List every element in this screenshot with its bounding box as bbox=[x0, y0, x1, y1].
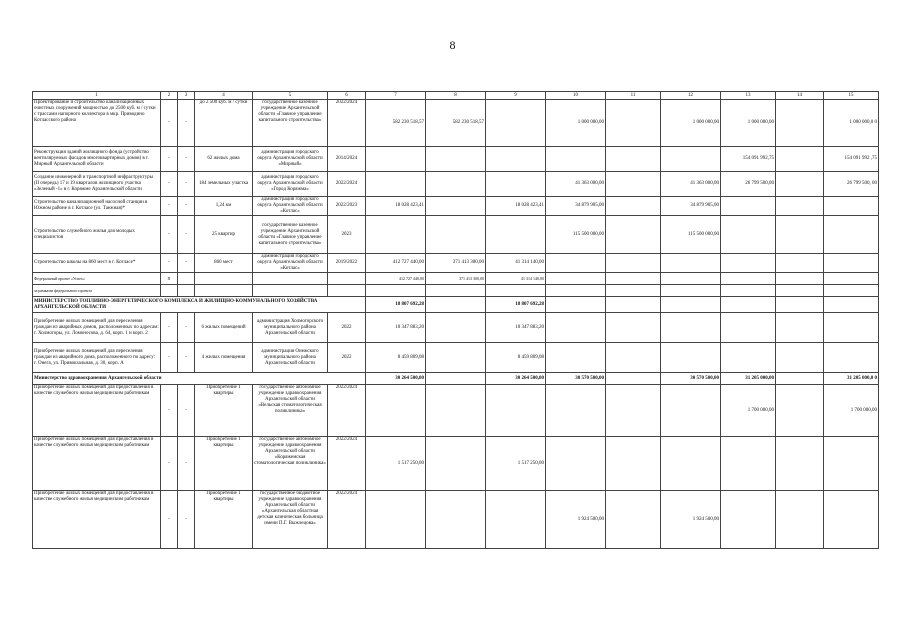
amount-cell bbox=[776, 385, 824, 437]
table-row bbox=[33, 273, 879, 285]
amount-cell: 371 413 300,00 bbox=[426, 273, 486, 285]
amount-cell: 1 700 000,00 bbox=[721, 385, 776, 437]
capacity-cell: 25 квартир bbox=[195, 216, 253, 254]
amount-cell: 154 091 992 ,75 bbox=[824, 147, 879, 172]
col-2-cell: - bbox=[161, 491, 178, 549]
section-title: МИНИСТЕРСТВО ТОПЛИВНО-ЭНЕРГЕТИЧЕСКОГО КОМПЛЕКСА И ЖИЛИЩНО-КОММУНАЛЬНОГО ХОЗЯЙСТВА АРХАНГЕЛЬСКОЙ ОБЛАСТИ bbox=[33, 297, 366, 313]
amount-cell: 30 570 500,00 bbox=[546, 373, 606, 385]
amount-cell: 34 879 905,00 bbox=[546, 197, 606, 216]
amount-cell bbox=[426, 147, 486, 172]
amount-cell bbox=[824, 273, 879, 285]
amount-cell bbox=[366, 491, 426, 549]
column-number: 14 bbox=[776, 92, 824, 100]
customer-cell: государственное автономное учреждение здравоохранения Архангельской области «Коряжемская стоматологическая поликлиника» bbox=[253, 437, 328, 491]
table-row bbox=[33, 491, 879, 549]
amount-cell bbox=[776, 100, 824, 147]
amount-cell bbox=[606, 297, 661, 313]
amount-cell bbox=[661, 147, 721, 172]
period-cell bbox=[328, 285, 366, 297]
amount-cell bbox=[606, 172, 661, 197]
amount-cell: 30 264 500,00 bbox=[486, 373, 546, 385]
col-2-cell: - bbox=[161, 313, 178, 343]
column-number: 15 bbox=[824, 92, 879, 100]
period-cell: 2022/2024 bbox=[328, 172, 366, 197]
amount-cell bbox=[546, 297, 606, 313]
column-number: 8 bbox=[426, 92, 486, 100]
period-cell: 2023 bbox=[328, 216, 366, 254]
amount-cell: 34 879 905,00 bbox=[661, 197, 721, 216]
amount-cell bbox=[661, 273, 721, 285]
customer-cell: государственное бюджетное учреждение здравоохранения Архангельской области «Архангельская областная детская клиническая больница имени П.Г. Выжлецова» bbox=[253, 491, 328, 549]
amount-cell bbox=[776, 297, 824, 313]
amount-cell bbox=[776, 273, 824, 285]
amount-cell bbox=[606, 343, 661, 373]
amount-cell bbox=[426, 385, 486, 437]
period-cell: 2022/2024 bbox=[328, 100, 366, 147]
amount-cell: 115 500 000,00 bbox=[546, 216, 606, 254]
table-row bbox=[33, 254, 879, 273]
amount-cell bbox=[486, 385, 546, 437]
amount-cell bbox=[426, 197, 486, 216]
period-cell: 2022/2023 bbox=[328, 197, 366, 216]
page-number: 8 bbox=[449, 38, 456, 52]
amount-cell bbox=[486, 285, 546, 297]
amount-cell bbox=[606, 100, 661, 147]
object-name-cell: Приобретение жилых помещений для переселения граждан из аварийного дома, расположенного по адресу: г. Онега, ул. Привокзальная, д. 30, корп. А bbox=[33, 343, 161, 373]
amount-cell: 10 347 883,20 bbox=[486, 313, 546, 343]
amount-cell: 412 727 440,00 bbox=[366, 273, 426, 285]
amount-cell bbox=[546, 285, 606, 297]
amount-cell: 582 230 518,57 bbox=[426, 100, 486, 147]
amount-cell bbox=[486, 147, 546, 172]
amount-cell: 18 028 423,41 bbox=[366, 197, 426, 216]
customer-cell: администрация городского округа Архангельской области «Мирный» bbox=[253, 147, 328, 172]
amount-cell bbox=[776, 313, 824, 343]
amount-cell: 31 205 000,00 bbox=[721, 373, 776, 385]
amount-cell bbox=[546, 313, 606, 343]
col-3-cell: - bbox=[178, 254, 195, 273]
period-cell: 2022/2024 bbox=[328, 385, 366, 437]
column-number: 10 bbox=[546, 92, 606, 100]
amount-cell bbox=[606, 313, 661, 343]
amount-cell: 30 570 500,00 bbox=[661, 373, 721, 385]
amount-cell: 8 459 809,08 bbox=[366, 343, 426, 373]
capacity-cell: 860 мест bbox=[195, 254, 253, 273]
col-3-cell: - bbox=[178, 216, 195, 254]
amount-cell bbox=[776, 147, 824, 172]
amount-cell: 1 000 000,00 bbox=[721, 100, 776, 147]
amount-cell bbox=[366, 385, 426, 437]
amount-cell: 30 264 500,00 bbox=[366, 373, 426, 385]
table-row bbox=[33, 100, 879, 147]
capacity-cell bbox=[195, 285, 253, 297]
amount-cell bbox=[426, 285, 486, 297]
table-row bbox=[33, 385, 879, 437]
amount-cell bbox=[776, 373, 824, 385]
amount-cell bbox=[546, 385, 606, 437]
col-2-cell: - bbox=[161, 100, 178, 147]
section-row bbox=[33, 297, 879, 313]
amount-cell bbox=[606, 385, 661, 437]
amount-cell bbox=[366, 285, 426, 297]
column-number: 9 bbox=[486, 92, 546, 100]
amount-cell bbox=[776, 172, 824, 197]
amount-cell bbox=[486, 216, 546, 254]
col-2-cell: - bbox=[161, 147, 178, 172]
amount-cell bbox=[546, 147, 606, 172]
column-number: 3 bbox=[178, 92, 195, 100]
amount-cell bbox=[546, 273, 606, 285]
object-name-cell: Приобретение жилых помещений для предоставления в качестве служебного жилья медицинским работникам bbox=[33, 491, 161, 549]
amount-cell bbox=[426, 491, 486, 549]
col-2-cell: - bbox=[161, 343, 178, 373]
amount-cell bbox=[486, 100, 546, 147]
amount-cell bbox=[606, 254, 661, 273]
col-2-cell: - bbox=[161, 437, 178, 491]
amount-cell: 31 205 000,0 0 bbox=[824, 373, 879, 385]
object-name-cell: Строительство служебного жилья для молодых специалистов bbox=[33, 216, 161, 254]
amount-cell: 1 000 000,00 bbox=[546, 100, 606, 147]
period-cell: 2022 bbox=[328, 343, 366, 373]
table-row bbox=[33, 197, 879, 216]
object-name-cell: Приобретение жилых помещений для переселения граждан из аварийных домов, расположенных по адресам: г. Холмогоры, ул. Ломоносова, д. 64, корп. 1 и корп. 2 bbox=[33, 313, 161, 343]
column-number: 4 bbox=[195, 92, 253, 100]
amount-cell bbox=[606, 197, 661, 216]
amount-cell: 1 000 000,0 0 bbox=[824, 100, 879, 147]
amount-cell bbox=[661, 254, 721, 273]
object-name-cell: Проектирование и строительство канализационных очистных сооружений мощностью до 2500 куб. м / сутки с трассами напорного коллектора в мкр. Приводино Котласского района bbox=[33, 100, 161, 147]
amount-cell: 8 459 809,08 bbox=[486, 343, 546, 373]
amount-cell: 1 517 250,00 bbox=[486, 437, 546, 491]
amount-cell bbox=[661, 385, 721, 437]
capacity-cell: Приобретение 1 квартиры bbox=[195, 437, 253, 491]
capacity-cell: 62 жилых дома bbox=[195, 147, 253, 172]
col-3-cell: - bbox=[178, 197, 195, 216]
amount-cell: 26 799 500,00 bbox=[721, 172, 776, 197]
amount-cell bbox=[721, 273, 776, 285]
col-2-cell: - bbox=[161, 254, 178, 273]
col-3-cell bbox=[178, 273, 195, 285]
customer-cell: государственное казенное учреждение Архангельской области «Главное управление капитального строительства» bbox=[253, 100, 328, 147]
amount-cell: 41 363 000,00 bbox=[661, 172, 721, 197]
capacity-cell: 1,24 км bbox=[195, 197, 253, 216]
amount-cell bbox=[776, 197, 824, 216]
amount-cell bbox=[661, 437, 721, 491]
col-2-cell: - bbox=[161, 216, 178, 254]
object-name-cell: за рамками федерального проекта bbox=[33, 285, 161, 297]
amount-cell: 371 413 300,00 bbox=[426, 254, 486, 273]
amount-cell bbox=[366, 172, 426, 197]
capacity-cell: до 2 500 куб. м / сутки bbox=[195, 100, 253, 147]
column-number: 2 bbox=[161, 92, 178, 100]
col-3-cell: - bbox=[178, 437, 195, 491]
amount-cell bbox=[366, 147, 426, 172]
amount-cell: 582 230 518,57 bbox=[366, 100, 426, 147]
capacity-cell: Приобретение 1 квартиры bbox=[195, 385, 253, 437]
section-title: Министерство здравоохранения Архангельской области bbox=[33, 373, 366, 385]
object-name-cell: Реконструкция зданий жилищного фонда (устройство вентилируемых фасадов многоквартирных домов) в г. Мирный Архангельской области bbox=[33, 147, 161, 172]
column-number: 11 bbox=[606, 92, 661, 100]
object-name-cell: Приобретение жилых помещений для предоставления в качестве служебного жилья медицинским работникам bbox=[33, 437, 161, 491]
object-name-cell: Приобретение жилых помещений для предоставления в качестве служебного жилья медицинским работникам bbox=[33, 385, 161, 437]
amount-cell bbox=[721, 254, 776, 273]
amount-cell: 41 314 140,00 bbox=[486, 254, 546, 273]
column-number: 7 bbox=[366, 92, 426, 100]
amount-cell bbox=[426, 437, 486, 491]
col-2-cell: - bbox=[161, 197, 178, 216]
amount-cell bbox=[776, 254, 824, 273]
amount-cell bbox=[776, 343, 824, 373]
amount-cell bbox=[721, 285, 776, 297]
amount-cell bbox=[661, 285, 721, 297]
amount-cell bbox=[426, 313, 486, 343]
column-number: 1 bbox=[33, 92, 161, 100]
capacity-cell bbox=[195, 273, 253, 285]
amount-cell bbox=[661, 343, 721, 373]
amount-cell bbox=[721, 343, 776, 373]
object-name-cell: Строительство школы на 860 мест в г. Котласе* bbox=[33, 254, 161, 273]
customer-cell: государственное казенное учреждение Архангельской области «Главное управление капитального строительства» bbox=[253, 216, 328, 254]
capacity-cell: Приобретение 1 квартиры bbox=[195, 491, 253, 549]
financing-table bbox=[32, 91, 879, 549]
column-number: 6 bbox=[328, 92, 366, 100]
amount-cell: 41 363 000,00 bbox=[546, 172, 606, 197]
amount-cell bbox=[546, 437, 606, 491]
amount-cell: 41 314 140,00 bbox=[486, 273, 546, 285]
amount-cell: 1 924 500,00 bbox=[661, 491, 721, 549]
amount-cell bbox=[426, 343, 486, 373]
capacity-cell: 4 жилых помещения bbox=[195, 343, 253, 373]
amount-cell bbox=[661, 297, 721, 313]
amount-cell bbox=[824, 197, 879, 216]
amount-cell bbox=[486, 491, 546, 549]
amount-cell: 1 517 250,00 bbox=[366, 437, 426, 491]
amount-cell bbox=[426, 297, 486, 313]
amount-cell bbox=[824, 343, 879, 373]
col-3-cell: - bbox=[178, 343, 195, 373]
amount-cell bbox=[824, 216, 879, 254]
period-cell: 2022 bbox=[328, 313, 366, 343]
object-name-cell: Строительство канализационной насосной станции в Южном районе в г. Котласе (ул. Таежная)* bbox=[33, 197, 161, 216]
amount-cell bbox=[824, 254, 879, 273]
amount-cell bbox=[721, 297, 776, 313]
amount-cell bbox=[546, 254, 606, 273]
customer-cell: администрация Онежского муниципального района Архангельской области bbox=[253, 343, 328, 373]
amount-cell bbox=[824, 491, 879, 549]
col-2-cell bbox=[161, 285, 178, 297]
amount-cell: 115 500 000,00 bbox=[661, 216, 721, 254]
table-row bbox=[33, 437, 879, 491]
period-cell: 2022/2024 bbox=[328, 491, 366, 549]
amount-cell: 18 807 692,28 bbox=[366, 297, 426, 313]
amount-cell bbox=[426, 373, 486, 385]
amount-cell: 1 000 000,00 bbox=[661, 100, 721, 147]
table-row bbox=[33, 285, 879, 297]
customer-cell: государственное автономное учреждение здравоохранения Архангельской области «Вельская стоматологическая поликлиника» bbox=[253, 385, 328, 437]
amount-cell bbox=[426, 216, 486, 254]
amount-cell bbox=[606, 437, 661, 491]
amount-cell bbox=[606, 285, 661, 297]
period-cell: 2022/2024 bbox=[328, 437, 366, 491]
amount-cell: 18 807 692,28 bbox=[486, 297, 546, 313]
amount-cell bbox=[824, 297, 879, 313]
capacity-cell: 184 земельных участка bbox=[195, 172, 253, 197]
col-2-cell: - bbox=[161, 172, 178, 197]
col-3-cell: - bbox=[178, 172, 195, 197]
amount-cell bbox=[776, 216, 824, 254]
amount-cell: 154 091 992,75 bbox=[721, 147, 776, 172]
col-2-cell: - bbox=[161, 385, 178, 437]
table-row bbox=[33, 147, 879, 172]
amount-cell bbox=[776, 491, 824, 549]
col-3-cell: - bbox=[178, 100, 195, 147]
col-3-cell bbox=[178, 285, 195, 297]
capacity-cell: 6 жилых помещений bbox=[195, 313, 253, 343]
period-cell: 2019/2022 bbox=[328, 254, 366, 273]
col-3-cell: - bbox=[178, 385, 195, 437]
amount-cell: 412 727 440,00 bbox=[366, 254, 426, 273]
amount-cell bbox=[721, 491, 776, 549]
table-row bbox=[33, 172, 879, 197]
section-row bbox=[33, 373, 879, 385]
amount-cell bbox=[606, 147, 661, 172]
amount-cell bbox=[606, 216, 661, 254]
customer-cell bbox=[253, 285, 328, 297]
period-cell bbox=[328, 273, 366, 285]
amount-cell bbox=[606, 273, 661, 285]
table-row bbox=[33, 313, 879, 343]
amount-cell bbox=[721, 437, 776, 491]
col-3-cell: - bbox=[178, 147, 195, 172]
amount-cell: 18 028 423,41 bbox=[486, 197, 546, 216]
amount-cell bbox=[721, 216, 776, 254]
amount-cell bbox=[824, 285, 879, 297]
customer-cell: администрация городского округа Архангельской области «Котлас» bbox=[253, 197, 328, 216]
col-3-cell: - bbox=[178, 313, 195, 343]
amount-cell bbox=[776, 285, 824, 297]
amount-cell bbox=[776, 437, 824, 491]
customer-cell: администрация городского округа Архангельской области «Котлас» bbox=[253, 254, 328, 273]
amount-cell bbox=[721, 197, 776, 216]
table-row bbox=[33, 343, 879, 373]
amount-cell: 26 799 500, 00 bbox=[824, 172, 879, 197]
column-number-row bbox=[33, 92, 879, 100]
object-name-cell: Федеральный проект «Успех» bbox=[33, 273, 161, 285]
amount-cell: 10 347 883,20 bbox=[366, 313, 426, 343]
amount-cell bbox=[661, 313, 721, 343]
amount-cell bbox=[824, 313, 879, 343]
col-2-cell: П bbox=[161, 273, 178, 285]
amount-cell bbox=[366, 216, 426, 254]
amount-cell bbox=[546, 343, 606, 373]
customer-cell bbox=[253, 273, 328, 285]
amount-cell bbox=[721, 313, 776, 343]
period-cell: 2014/2024 bbox=[328, 147, 366, 172]
table-row bbox=[33, 216, 879, 254]
amount-cell: 1 700 000,00 bbox=[824, 385, 879, 437]
customer-cell: администрация городского округа Архангельской области «Город Коряжма» bbox=[253, 172, 328, 197]
column-number: 5 bbox=[253, 92, 328, 100]
amount-cell bbox=[486, 172, 546, 197]
object-name-cell: Создание инженерной и транспортной инфраструктуры (II очередь) 17 и 19 кварталов жилищного участка «Зеленый -1» в г. Коряжме Архангельской области bbox=[33, 172, 161, 197]
col-3-cell: - bbox=[178, 491, 195, 549]
amount-cell bbox=[824, 437, 879, 491]
customer-cell: администрация Холмогорского муниципального района Архангельской области bbox=[253, 313, 328, 343]
column-number: 13 bbox=[721, 92, 776, 100]
amount-cell bbox=[606, 373, 661, 385]
column-number: 12 bbox=[661, 92, 721, 100]
amount-cell bbox=[426, 172, 486, 197]
amount-cell bbox=[606, 491, 661, 549]
amount-cell: 1 924 500,00 bbox=[546, 491, 606, 549]
